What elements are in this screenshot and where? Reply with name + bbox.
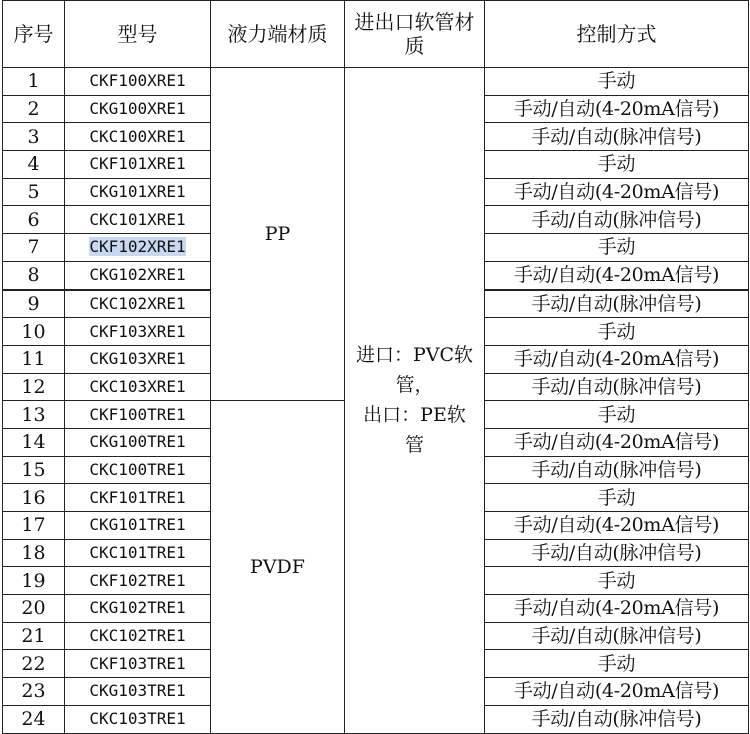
model-text: CKF100TRE1: [89, 404, 186, 424]
control-mode-cell[interactable]: 手动/自动(脉冲信号): [485, 206, 749, 234]
control-mode-cell[interactable]: 手动/自动(脉冲信号): [485, 622, 749, 650]
liquid-end-material-pp[interactable]: PP: [211, 68, 345, 401]
row-index-cell[interactable]: 21: [3, 622, 65, 650]
model-text: CKF102TRE1: [89, 570, 186, 590]
control-mode-cell[interactable]: 手动/自动(脉冲信号): [485, 539, 749, 567]
model-text: CKC101XRE1: [89, 209, 186, 229]
model-cell[interactable]: [65, 290, 211, 318]
model-cell[interactable]: [65, 318, 211, 346]
row-index-cell[interactable]: 22: [3, 650, 65, 678]
model-text: CKC103XRE1: [89, 376, 186, 396]
row-index-cell[interactable]: 18: [3, 539, 65, 567]
row-index-cell[interactable]: 5: [3, 178, 65, 206]
control-mode-cell[interactable]: 手动/自动(4-20mA信号): [485, 95, 749, 123]
model-cell[interactable]: [65, 484, 211, 512]
model-text: CKF101XRE1: [89, 154, 186, 174]
hose-material-cell[interactable]: [345, 68, 485, 734]
model-text: CKF101TRE1: [89, 487, 186, 507]
spec-table: [2, 0, 749, 734]
control-mode-cell[interactable]: 手动/自动(4-20mA信号): [485, 428, 749, 456]
model-text: CKF103TRE1: [89, 653, 186, 673]
row-index-cell[interactable]: 6: [3, 206, 65, 234]
row-index-cell[interactable]: 8: [3, 261, 65, 289]
control-mode-cell[interactable]: 手动/自动(脉冲信号): [485, 290, 749, 318]
model-cell[interactable]: [65, 512, 211, 540]
model-cell[interactable]: [65, 68, 211, 96]
model-text: CKF103XRE1: [89, 321, 186, 341]
header-hose-material[interactable]: 进出口软管材质: [345, 1, 485, 68]
control-mode-cell[interactable]: 手动/自动(4-20mA信号): [485, 595, 749, 623]
model-text: CKC103TRE1: [89, 709, 186, 729]
control-mode-cell[interactable]: 手动/自动(4-20mA信号): [485, 178, 749, 206]
model-cell[interactable]: [65, 595, 211, 623]
row-index-cell[interactable]: 24: [3, 705, 65, 733]
control-mode-cell[interactable]: 手动: [485, 68, 749, 96]
model-cell[interactable]: [65, 178, 211, 206]
model-text: CKG103TRE1: [89, 681, 186, 701]
hose-material-line2: 管，: [395, 374, 434, 397]
model-cell[interactable]: [65, 206, 211, 234]
row-index-cell[interactable]: 7: [3, 234, 65, 262]
model-cell[interactable]: [65, 705, 211, 733]
header-index[interactable]: 序号: [3, 1, 65, 68]
liquid-end-material-pvdf[interactable]: PVDF: [211, 401, 345, 733]
model-cell[interactable]: [65, 95, 211, 123]
model-cell[interactable]: [65, 401, 211, 429]
control-mode-cell[interactable]: 手动/自动(脉冲信号): [485, 456, 749, 484]
control-mode-cell[interactable]: 手动/自动(脉冲信号): [485, 373, 749, 401]
model-cell[interactable]: [65, 622, 211, 650]
model-text: CKG102XRE1: [89, 265, 186, 285]
row-index-cell[interactable]: 12: [3, 373, 65, 401]
control-mode-cell[interactable]: 手动: [485, 650, 749, 678]
control-mode-cell[interactable]: 手动/自动(4-20mA信号): [485, 678, 749, 706]
model-cell[interactable]: [65, 345, 211, 373]
control-mode-cell[interactable]: 手动: [485, 401, 749, 429]
header-liquid-end-material[interactable]: 液力端材质: [211, 1, 345, 68]
model-cell[interactable]: [65, 373, 211, 401]
control-mode-cell[interactable]: 手动/自动(4-20mA信号): [485, 261, 749, 289]
model-cell[interactable]: [65, 539, 211, 567]
model-cell[interactable]: [65, 567, 211, 595]
model-text: CKC100TRE1: [89, 459, 186, 479]
control-mode-cell[interactable]: 手动: [485, 318, 749, 346]
model-text: CKC102TRE1: [89, 626, 186, 646]
row-index-cell[interactable]: 23: [3, 678, 65, 706]
model-text: CKG100XRE1: [89, 99, 186, 119]
model-text: CKF100XRE1: [89, 71, 186, 91]
header-model[interactable]: 型号: [65, 1, 211, 68]
model-cell[interactable]: [65, 234, 211, 262]
model-text: CKG101XRE1: [89, 182, 186, 202]
control-mode-cell[interactable]: 手动/自动(脉冲信号): [485, 123, 749, 151]
row-index-cell[interactable]: 15: [3, 456, 65, 484]
control-mode-cell[interactable]: 手动: [485, 234, 749, 262]
row-index-cell[interactable]: 10: [3, 318, 65, 346]
header-row: [3, 1, 749, 68]
row-index-cell[interactable]: 1: [3, 68, 65, 96]
model-cell[interactable]: [65, 650, 211, 678]
row-index-cell[interactable]: 4: [3, 151, 65, 179]
model-cell[interactable]: [65, 151, 211, 179]
control-mode-cell[interactable]: 手动/自动(4-20mA信号): [485, 512, 749, 540]
row-index-cell[interactable]: 20: [3, 595, 65, 623]
header-control-mode[interactable]: 控制方式: [485, 1, 749, 68]
hose-material-line1: 进口：PVC软: [355, 344, 474, 367]
row-index-cell[interactable]: 2: [3, 95, 65, 123]
model-text: CKC100XRE1: [89, 126, 186, 146]
model-text: CKG101TRE1: [89, 515, 186, 535]
model-cell[interactable]: [65, 456, 211, 484]
row-index-cell[interactable]: 14: [3, 428, 65, 456]
model-cell[interactable]: [65, 261, 211, 289]
control-mode-cell[interactable]: 手动: [485, 484, 749, 512]
control-mode-cell[interactable]: 手动: [485, 151, 749, 179]
row-index-cell[interactable]: 11: [3, 345, 65, 373]
row-index-cell[interactable]: 17: [3, 512, 65, 540]
model-text: CKF102XRE1: [89, 237, 186, 257]
model-cell[interactable]: [65, 428, 211, 456]
hose-material-line4: 管: [404, 434, 424, 457]
control-mode-cell[interactable]: 手动: [485, 567, 749, 595]
table-row: [3, 68, 749, 96]
row-index-cell[interactable]: 13: [3, 401, 65, 429]
control-mode-cell[interactable]: 手动/自动(脉冲信号): [485, 705, 749, 733]
model-text: CKC102XRE1: [89, 293, 186, 313]
row-index-cell[interactable]: 9: [3, 290, 65, 318]
model-cell[interactable]: [65, 123, 211, 151]
hose-material-line3: 出口：PE软: [363, 404, 466, 427]
row-index-cell[interactable]: 19: [3, 567, 65, 595]
model-text: CKG103XRE1: [89, 349, 186, 369]
model-cell[interactable]: [65, 678, 211, 706]
model-text: CKG102TRE1: [89, 598, 186, 618]
model-text: CKC101TRE1: [89, 543, 186, 563]
row-index-cell[interactable]: 3: [3, 123, 65, 151]
row-index-cell[interactable]: 16: [3, 484, 65, 512]
model-text: CKG100TRE1: [89, 432, 186, 452]
control-mode-cell[interactable]: 手动/自动(4-20mA信号): [485, 345, 749, 373]
